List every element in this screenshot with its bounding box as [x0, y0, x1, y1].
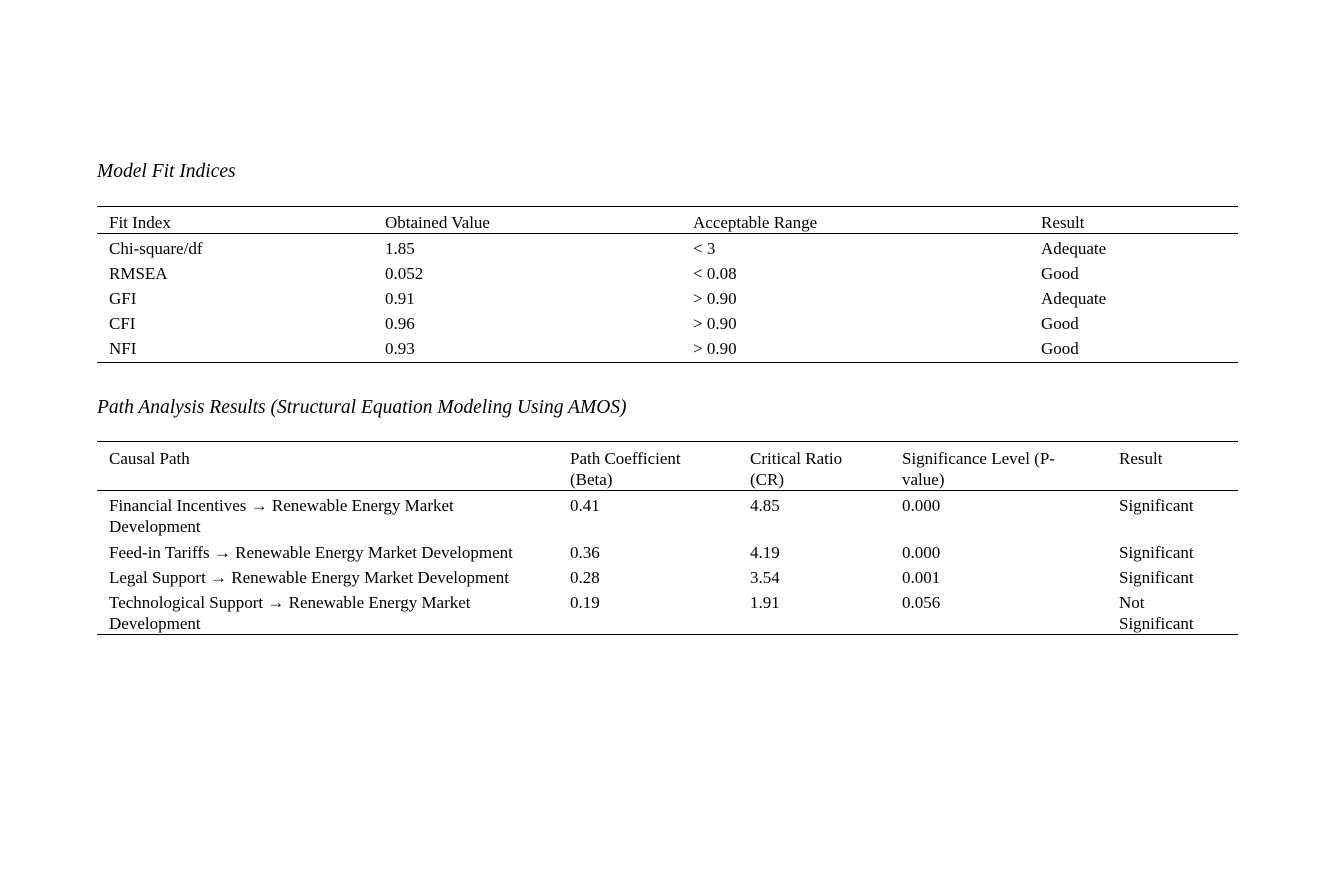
table-cell: 0.93: [385, 339, 415, 358]
table-cell: 0.001: [902, 567, 941, 587]
table-cell: 0.36: [570, 542, 600, 562]
table-cell: Adequate: [1041, 239, 1107, 258]
table-cell: Significant: [1119, 542, 1194, 562]
column-header: Obtained Value: [373, 207, 681, 234]
table-row: [97, 563, 1238, 588]
table-cell: Adequate: [1041, 289, 1107, 308]
table-cell: 0.052: [385, 264, 424, 283]
table-cell: < 0.08: [693, 264, 737, 283]
table-cell: 0.91: [385, 289, 415, 308]
table-cell: NFI: [109, 339, 137, 358]
table-cell: Legal Support → Renewable Energy Market Development: [109, 567, 510, 587]
column-header: Result: [1029, 207, 1238, 234]
table-cell: 1.85: [385, 239, 415, 258]
table-header-row: [97, 442, 1238, 491]
table-cell: CFI: [109, 314, 136, 333]
table-cell: 0.056: [902, 592, 941, 612]
column-header: Critical Ratio (CR): [738, 442, 890, 491]
table-cell: > 0.90: [693, 289, 737, 308]
table-cell: RMSEA: [109, 264, 168, 283]
fit-table-caption: Model Fit Indices: [97, 161, 236, 182]
table-cell: 1.91: [750, 592, 780, 612]
table-cell: Not Significant: [1119, 592, 1194, 633]
table-row: [97, 259, 1238, 284]
path-analysis-table: [97, 441, 1238, 635]
table-row: [97, 234, 1238, 260]
table-cell: GFI: [109, 289, 137, 308]
table-cell: 0.19: [570, 592, 600, 612]
table-cell: Chi-square/df: [109, 239, 203, 258]
model-fit-table: [97, 206, 1238, 363]
table-row: [97, 491, 1238, 538]
column-header: Significance Level (P-value): [890, 442, 1107, 491]
column-header: Fit Index: [97, 207, 373, 234]
table-cell: 4.85: [750, 496, 780, 515]
table-cell: 0.41: [570, 496, 600, 515]
table-cell: > 0.90: [693, 339, 737, 358]
table-cell: 3.54: [750, 567, 780, 587]
table-row: [97, 538, 1238, 563]
path-table-caption: Path Analysis Results (Structural Equation Modeling Using AMOS): [97, 397, 627, 418]
table-cell: Feed-in Tariffs → Renewable Energy Market Development: [109, 542, 513, 562]
table-cell: Financial Incentives → Renewable Energy Market Development: [109, 496, 454, 536]
table-cell: < 3: [693, 239, 716, 258]
table-row: [97, 284, 1238, 309]
table-cell: Significant: [1119, 567, 1194, 587]
table-row: [97, 588, 1238, 635]
table-cell: Good: [1041, 264, 1079, 283]
table-row: [97, 334, 1238, 362]
table-cell: Good: [1041, 339, 1079, 358]
column-header: Acceptable Range: [681, 207, 1029, 234]
table-cell: Good: [1041, 314, 1079, 333]
table-cell: 0.000: [902, 496, 941, 515]
table-cell: 0.28: [570, 567, 600, 587]
table-cell: 0.000: [902, 542, 941, 562]
table-cell: 0.96: [385, 314, 415, 333]
table-cell: 4.19: [750, 542, 780, 562]
column-header: Result: [1107, 442, 1238, 491]
table-cell: Technological Support → Renewable Energy Market Development: [109, 592, 471, 633]
column-header: Path Coefficient (Beta): [558, 442, 738, 491]
table-header-row: [97, 207, 1238, 234]
table-row: [97, 309, 1238, 334]
table-cell: Significant: [1119, 496, 1194, 515]
column-header: Causal Path: [97, 442, 558, 491]
table-cell: > 0.90: [693, 314, 737, 333]
